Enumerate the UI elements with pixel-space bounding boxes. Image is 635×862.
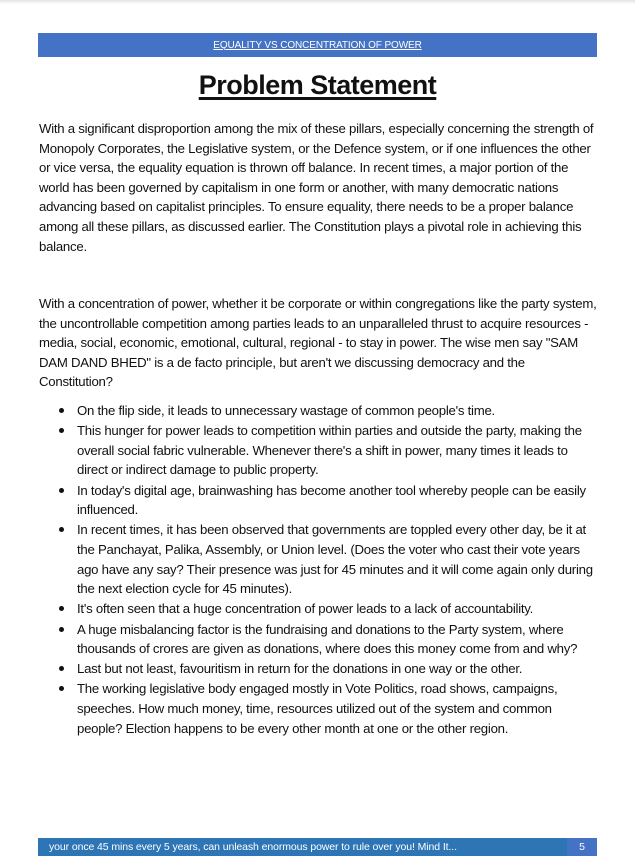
bullet-icon <box>59 428 64 433</box>
list-item-text: A huge misbalancing factor is the fundraising and donations to the Party system, where thousands of crores are given as donations, where does this money come from and why? <box>77 621 578 657</box>
paragraph-1: With a significant disproportion among the mix of these pillars, especially concerning the strength of Monopoly Corporates, the Legislative system, or the Defence system, or if one influences the other or vice versa, the equality equation is thrown off balance. In recent times, a major portion of the world has been governed by capitalism in one form or another, with many democratic nations advancing based on capitalist principles. To ensure equality, there needs to be a proper balance among all these pillars, as discussed earlier. The Constitution plays a pivotal role in achieving this balance. <box>39 121 594 254</box>
page-title-text: Problem Statement <box>198 70 437 100</box>
bullet-list <box>39 401 599 739</box>
list-item-text: In today's digital age, brainwashing has become another tool whereby people can be easily influenced. <box>77 482 586 518</box>
list-item-text: The working legislative body engaged mostly in Vote Politics, road shows, campaigns, speeches. How much money, time, resources utilized out of the system and common people? Election happens to be every other month at one or the other region. <box>77 681 558 736</box>
bullet-icon <box>59 666 64 671</box>
list-item-text: Last but not least, favouritism in return for the donations in one way or the other. <box>77 661 523 677</box>
list-item <box>39 599 599 619</box>
list-item <box>39 659 599 679</box>
list-item <box>39 520 599 598</box>
bullet-icon <box>59 686 64 691</box>
header-bar <box>38 33 597 57</box>
footer-bar <box>38 838 597 856</box>
list-item <box>39 481 599 520</box>
bullet-icon <box>59 408 64 413</box>
list-item-text: In recent times, it has been observed that governments are toppled every other day, be it at the Panchayat, Palika, Assembly, or Union level. (Does the voter who cast their vote years ago have any say? Their presence was just for 45 minutes and it will come again only during the next election cycle for 45 minutes). <box>77 522 593 597</box>
list-item <box>39 679 599 738</box>
page-top-edge <box>0 0 635 4</box>
paragraph-2: With a concentration of power, whether it be corporate or within congregations like the party system, the uncontrollable competition among parties leads to an unparalleled thrust to acquire resources - media, social, economic, emotional, cultural, regional - to stay in power. The wise men say "SAM DAM DAND BHED" is a de facto principle, but aren't we discussing democracy and the Constitution? <box>39 296 597 390</box>
list-item-text: This hunger for power leads to competition within parties and outside the party, making the overall social fabric vulnerable. Whenever there's a shift in power, many times it leads to direct or indirect damage to public property. <box>77 423 582 478</box>
bullet-icon <box>59 527 64 532</box>
list-item-text: On the flip side, it leads to unnecessary wastage of common people's time. <box>77 403 495 418</box>
bullet-icon <box>59 606 64 611</box>
list-item <box>39 401 599 421</box>
bullet-icon <box>59 488 64 493</box>
footer-tagline: your once 45 mins every 5 years, can unleash enormous power to rule over you! Mind It... <box>38 838 567 856</box>
page-title <box>0 70 635 101</box>
page-number: 5 <box>567 838 597 856</box>
header-title: EQUALITY VS CONCENTRATION OF POWER <box>213 39 422 51</box>
list-item <box>39 421 599 480</box>
bullet-icon <box>59 627 64 632</box>
list-item-text: It's often seen that a huge concentration of power leads to a lack of accountability. <box>77 601 534 617</box>
list-item <box>39 620 599 659</box>
